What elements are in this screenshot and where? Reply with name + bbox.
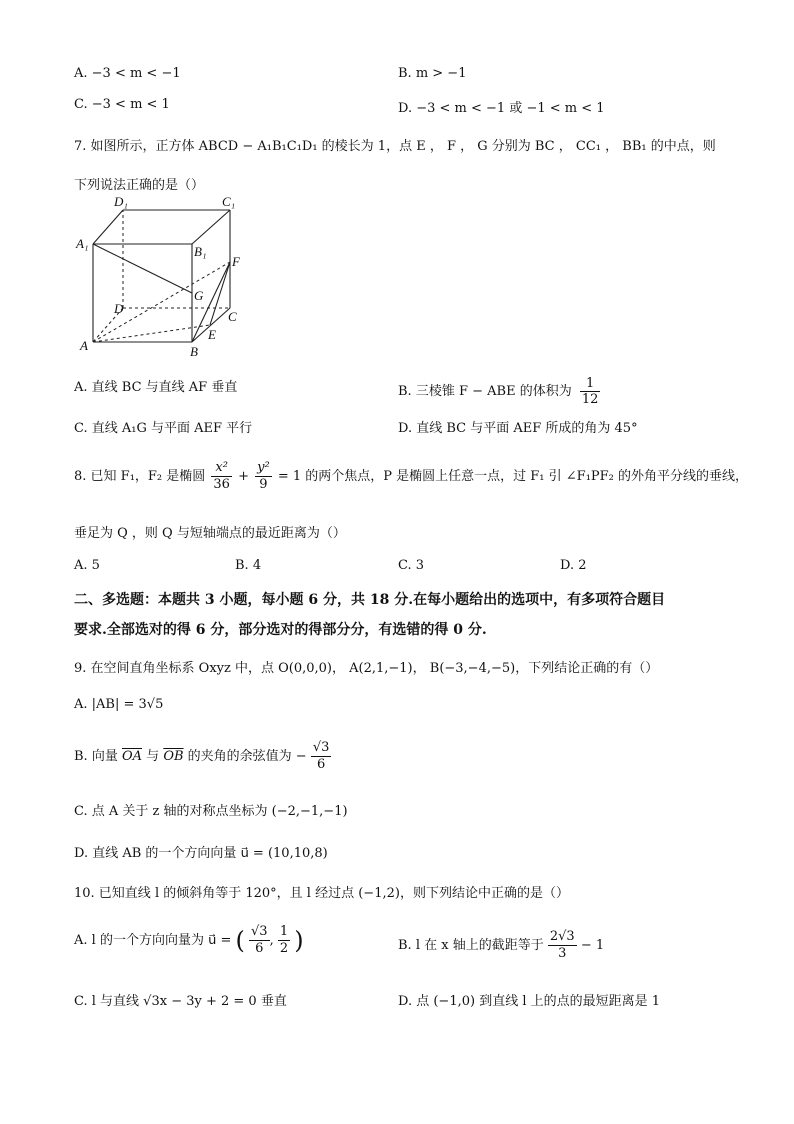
q10-right-paren: ) [294, 926, 304, 955]
q9-option-b-text: 的夹角的余弦值为 − [187, 749, 307, 764]
q8-plus: + [238, 469, 249, 484]
q8-fraction-x-denominator: 36 [213, 477, 230, 492]
q8-stem-line2: 垂足为 Q ，则 Q 与短轴端点的最近距离为（） [74, 526, 346, 541]
q9-option-b [74, 740, 331, 773]
q9-option-b-fraction [311, 740, 332, 773]
label-b: B [190, 344, 198, 359]
label-f: F [232, 254, 240, 269]
q10-option-a-numerator2: 1 [279, 924, 289, 939]
q9-vector-ob: $\overline{OB}$ [163, 749, 184, 764]
label-a1: A₁ [76, 236, 89, 251]
q7-option-a: A. 直线 BC 与直线 AF 垂直 [74, 380, 238, 395]
q7-option-b-text: B. 三棱锥 F − ABE 的体积为 [398, 384, 572, 399]
q9-vector-oa: $\overline{OA}$ [121, 749, 143, 764]
q10-option-a: A. l 的一个方向向量为 u⃗ = ( $\frac{√3}{6}$ , $\frac{1}{2}$ ) [74, 924, 304, 956]
q7-option-d: D. 直线 BC 与平面 AEF 所成的角为 45° [398, 421, 638, 436]
section2-heading-line1: 二、多选题：本题共 3 小题，每小题 6 分，共 18 分.在每小题给出的选项中，有多项符合题目 [74, 592, 666, 608]
q8-stem-suffix: = 1 的两个焦点，P 是椭圆上任意一点，过 F₁ 引 ∠F₁PF₂ 的外角平分线的垂线， [277, 469, 749, 484]
label-a: A [80, 338, 88, 353]
q8-option-b: B. 4 [235, 558, 262, 573]
q9-option-b-denominator: 6 [316, 757, 326, 772]
q10-stem: 10. 已知直线 l 的倾斜角等于 120°，且 l 经过点 (−1,2)，则下列结论中正确的是（） [74, 886, 569, 901]
q9-option-b-prefix: B. 向量 [74, 749, 118, 764]
q10-option-a-numerator1: √3 [251, 924, 268, 939]
q10-option-a-denominator2: 2 [279, 941, 289, 956]
q8-option-a: A. 5 [74, 558, 100, 573]
label-e: E [208, 327, 216, 342]
q6-option-b: B. m > −1 [398, 66, 467, 81]
q8-fraction-y [255, 460, 272, 493]
q10-left-paren: ( [235, 926, 245, 955]
q10-option-d: D. 点 (−1,0) 到直线 l 上的点的最短距离是 1 [398, 994, 661, 1009]
q9-option-a: A. |AB| = 3√5 [74, 697, 164, 712]
q7-option-c: C. 直线 A₁G 与平面 AEF 平行 [74, 421, 253, 436]
q6-option-d: D. −3 < m < −1 或 −1 < m < 1 [398, 101, 605, 116]
section2-heading-line2: 要求.全部选对的得 6 分，部分选对的得部分分，有选错的得 0 分. [74, 622, 487, 638]
q7-option-b-numerator: 1 [580, 376, 601, 392]
label-b1: B₁ [194, 244, 207, 259]
q10-option-a-denominator1: 6 [255, 941, 264, 956]
q10-option-a-prefix: A. l 的一个方向向量为 u⃗ = [74, 933, 232, 948]
q7-option-b-fraction [580, 376, 601, 407]
q9-option-b-mid: 与 [146, 749, 160, 764]
q10-option-b-prefix: B. l 在 x 轴上的截距等于 [398, 938, 544, 953]
q6-option-c: C. −3 < m < 1 [74, 97, 170, 112]
q8-fraction-y-numerator: y² [257, 460, 270, 475]
label-g: G [194, 288, 204, 303]
q10-option-a-fraction2 [278, 924, 290, 957]
q10-option-b-fraction [548, 929, 577, 962]
label-c1: C₁ [222, 194, 236, 209]
q6-option-a: A. −3 < m < −1 [74, 66, 181, 81]
q7-option-b-denominator: 12 [581, 392, 599, 407]
q10-option-b-denominator: 3 [558, 946, 567, 961]
q10-option-b [398, 929, 604, 962]
label-d1: D₁ [114, 194, 128, 209]
q10-option-a-fraction1 [249, 924, 270, 957]
q9-option-b-numerator: √3 [312, 740, 330, 755]
label-c: C [228, 309, 237, 324]
q10-option-b-suffix: − 1 [580, 938, 605, 953]
q9-option-d: D. 直线 AB 的一个方向向量 u⃗ = (10,10,8) [74, 846, 328, 861]
cube-figure [70, 192, 260, 364]
q7-stem-line2: 下列说法正确的是（） [74, 178, 205, 193]
q10-option-c: C. l 与直线 √3x − 3y + 2 = 0 垂直 [74, 994, 287, 1009]
q10-option-b-numerator: 2√3 [549, 929, 575, 944]
q8-stem-line1 [74, 460, 748, 493]
q8-stem-prefix: 8. 已知 F₁，F₂ 是椭圆 [74, 469, 206, 484]
q8-fraction-x-numerator: x² [211, 460, 232, 477]
q8-option-d: D. 2 [560, 558, 587, 573]
q8-option-c: C. 3 [398, 558, 425, 573]
q8-fraction-x [211, 460, 232, 493]
q9-stem: 9. 在空间直角坐标系 Oxyz 中，点 O(0,0,0)， A(2,1,−1)， B(−3,−4,−5)，下列结论正确的有（） [74, 661, 659, 676]
q9-option-c: C. 点 A 关于 z 轴的对称点坐标为 (−2,−1,−1) [74, 804, 348, 819]
q7-option-b [398, 376, 600, 407]
q8-fraction-y-denominator: 9 [259, 477, 268, 492]
q7-stem-line1: 7. 如图所示，正方体 ABCD − A₁B₁C₁D₁ 的棱长为 1，点 E ， F ， G 分别为 BC ， CC₁ ， BB₁ 的中点，则 [74, 139, 716, 154]
label-d: D [114, 301, 124, 316]
